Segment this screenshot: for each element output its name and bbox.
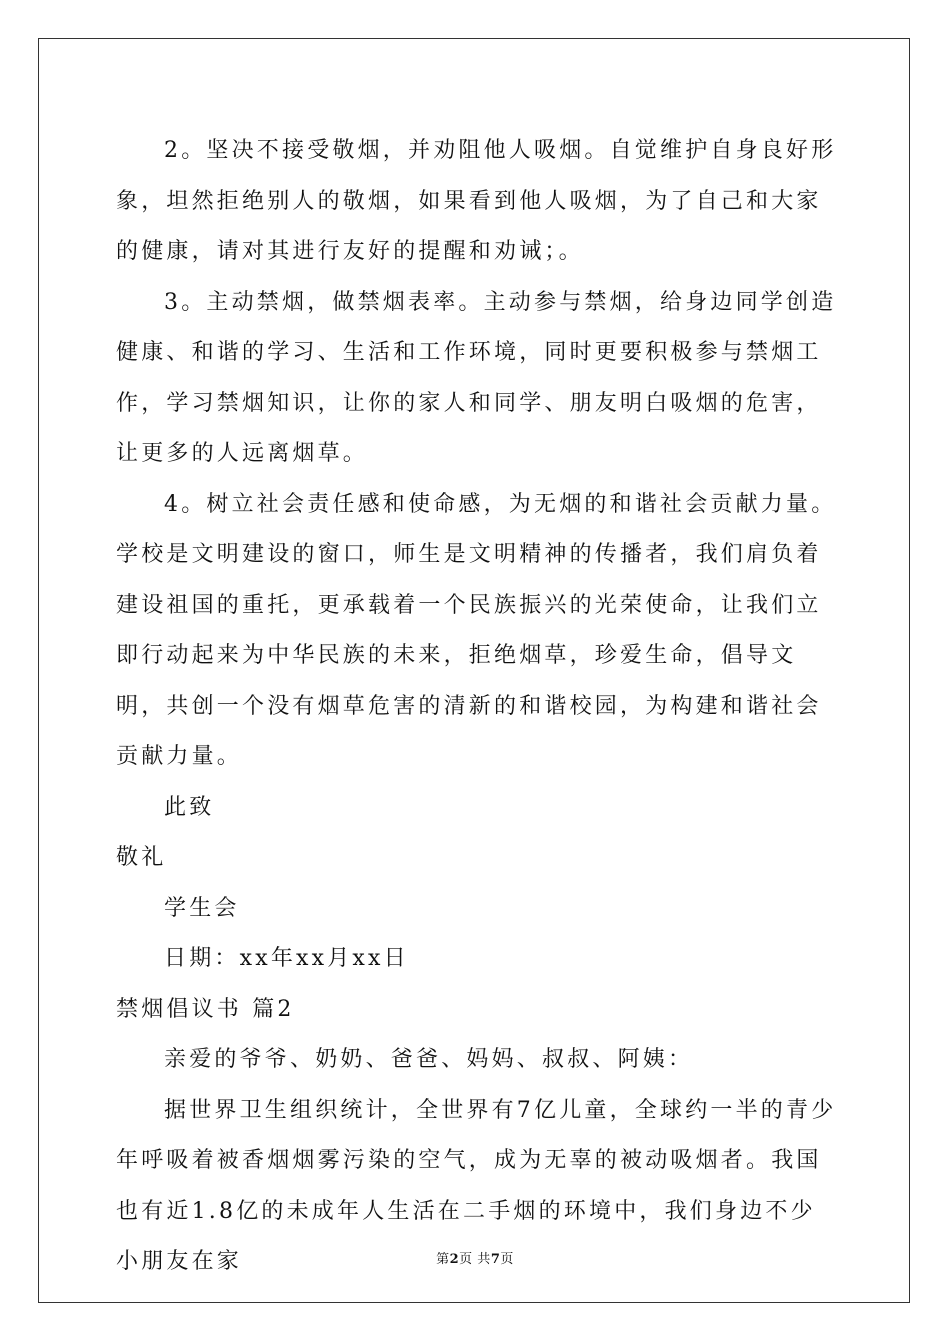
footer-suffix: 页 (500, 1252, 514, 1267)
total-page-number: 7 (490, 1252, 501, 1267)
body-paragraph: 据世界卫生组织统计，全世界有7亿儿童，全球约一半的青少年呼吸着被香烟烟雾污染的空气，成为无辜的被动吸烟者。我国也有近1.8亿的未成年人生活在二手烟的环境中，我们身边不少小朋友在家 (116, 1097, 837, 1274)
greeting: 亲爱的爷爷、奶奶、爸爸、妈妈、叔叔、阿姨： (164, 1047, 694, 1072)
document-body (116, 126, 838, 1288)
date-line: 日期：xx年xx月xx日 (164, 946, 409, 971)
footer-mid: 页 共 (459, 1252, 491, 1267)
paragraph-item-2: 2。坚决不接受敬烟，并劝阻他人吸烟。自觉维护自身良好形象，坦然拒绝别人的敬烟，如果看到他人吸烟，为了自己和大家的健康，请对其进行友好的提醒和劝诫；。 (116, 138, 837, 264)
section-heading: 禁烟倡议书 篇2 (116, 996, 295, 1022)
paragraph-item-4: 4。树立社会责任感和使命感，为无烟的和谐社会贡献力量。学校是文明建设的窗口，师生是文明精神的传播者，我们肩负着建设祖国的重托，更承载着一个民族振兴的光荣使命，让我们立即行动起来为中华民族的未来，拒绝烟草，珍爱生命，倡导文明，共创一个没有烟草危害的清新的和谐校园，为构建和谐社会贡献力量。 (116, 491, 837, 769)
page-footer (0, 1248, 950, 1267)
closing-respect: 敬礼 (116, 845, 167, 870)
footer-prefix: 第 (436, 1252, 450, 1267)
paragraph-item-3: 3。主动禁烟，做禁烟表率。主动参与禁烟，给身边同学创造健康、和谐的学习、生活和工作环境，同时更要积极参与禁烟工作，学习禁烟知识，让你的家人和同学、朋友明白吸烟的危害，让更多的人远离烟草。 (116, 289, 837, 466)
current-page-number: 2 (449, 1252, 460, 1267)
signature: 学生会 (164, 895, 240, 921)
closing-salutation: 此致 (164, 794, 215, 820)
